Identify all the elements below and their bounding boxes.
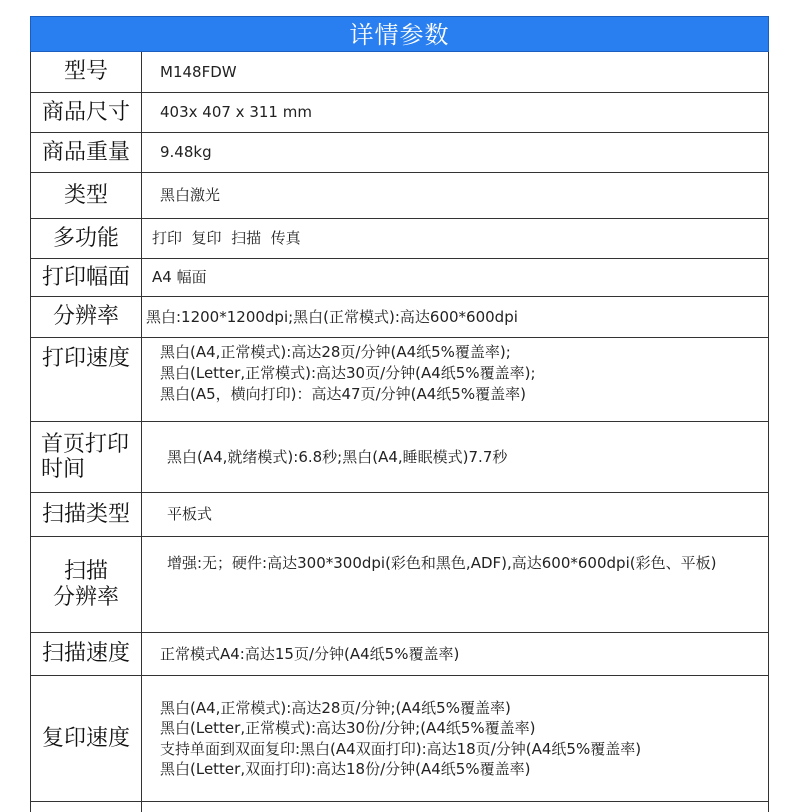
spec-value: 9.48kg <box>160 143 212 161</box>
spec-label: 扫描 分辨率 <box>52 559 119 610</box>
spec-label: 分辨率 <box>52 304 119 330</box>
spec-row-resolution <box>31 297 768 338</box>
spec-row-copy-speed <box>31 676 768 802</box>
spec-value: 黑白(A4,正常模式):高达28页/分钟;(A4纸5%覆盖率) 黑白(Letter,正常模式):高达30份/分钟;(A4纸5%覆盖率) 支持单面到双面复印:黑白(A4双面打印):高达18页/分钟(A4纸5%覆盖率) 黑白(Letter,双面打印):高达18份/分钟(A4纸5%覆盖率) <box>160 699 642 778</box>
spec-row-functions <box>31 219 768 259</box>
spec-value: 增强:无；硬件:高达300*300dpi(彩色和黑色,ADF),高达600*600dpi(彩色、平板) <box>167 554 717 572</box>
spec-label: 打印速度 <box>41 346 130 371</box>
spec-value: 打印 复印 扫描 传真 <box>152 229 301 247</box>
spec-value: 黑白:1200*1200dpi;黑白(正常模式):高达600*600dpi <box>146 307 518 326</box>
spec-label: 打印幅面 <box>41 264 130 290</box>
spec-value: 平板式 <box>167 505 213 523</box>
spec-label: 复印速度 <box>41 725 130 751</box>
spec-label: 首页打印 时间 <box>41 431 130 482</box>
spec-label: 商品重量 <box>41 139 130 165</box>
spec-row-scan-speed <box>31 633 768 676</box>
spec-label: 扫描速度 <box>41 641 130 667</box>
spec-label: 类型 <box>63 182 108 208</box>
spec-row-weight <box>31 133 768 173</box>
spec-row-model <box>31 52 768 93</box>
page-title: 详情参数 <box>30 16 769 52</box>
spec-value: A4 幅面 <box>152 268 207 286</box>
spec-label: 型号 <box>63 59 108 85</box>
spec-value: 黑白(A4,就绪模式):6.8秒;黑白(A4,睡眠模式)7.7秒 <box>167 447 508 466</box>
spec-table <box>30 52 769 812</box>
spec-row-first-page-time <box>31 422 768 493</box>
spec-row-scan-resolution <box>31 537 768 633</box>
spec-label: 商品尺寸 <box>41 99 130 125</box>
spec-value: M148FDW <box>160 62 237 81</box>
spec-row-paper-size <box>31 259 768 297</box>
spec-label: 多功能 <box>52 225 119 251</box>
spec-row-type <box>31 173 768 219</box>
spec-value: 黑白(A4,正常模式):高达28页/分钟(A4纸5%覆盖率); 黑白(Letter,正常模式):高达30页/分钟(A4纸5%覆盖率); 黑白(A5，横向打印)：高达47页/分钟(A4纸5%覆盖率) <box>160 343 536 403</box>
spec-row-scan-type <box>31 493 768 537</box>
spec-value: 正常模式A4:高达15页/分钟(A4纸5%覆盖率) <box>160 644 460 663</box>
spec-label: 扫描类型 <box>41 501 130 527</box>
spec-value: 403x 407 x 311 mm <box>160 103 312 121</box>
spec-row-dimensions <box>31 93 768 133</box>
spec-row-print-speed <box>31 338 768 422</box>
spec-value: 黑白激光 <box>160 186 221 204</box>
